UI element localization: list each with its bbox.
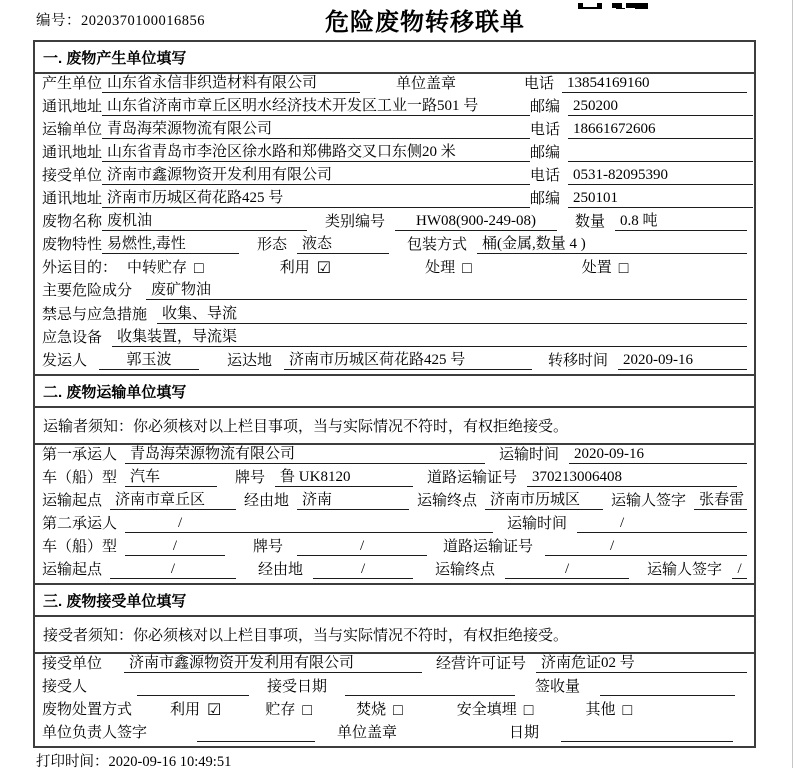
serial-label: 编号： <box>36 13 81 29</box>
second-route-via-label: 经由地 <box>258 561 304 578</box>
producer-unit-value: 山东省永信非织造材料有限公司 <box>102 71 360 93</box>
emergency-measures-label: 禁忌与应急措施 <box>42 306 148 323</box>
first-route-via-value: 济南 <box>297 488 409 510</box>
accept-date-label: 接受日期 <box>267 678 328 695</box>
producer-phone-label: 电话 <box>523 76 554 93</box>
first-route-start-label: 运输起点 <box>42 492 103 509</box>
transfer-time-value: 2020-09-16 <box>618 352 747 370</box>
first-vehicle-type-value: 汽车 <box>125 465 217 487</box>
producer-address-value: 山东省济南市章丘区明水经济技术开发区工业一路501 号 <box>102 94 530 116</box>
packing-label: 包装方式 <box>407 237 468 254</box>
responsible-sign-value <box>197 741 315 742</box>
dispatch-row <box>35 351 754 374</box>
transport-phone-value: 18661672606 <box>568 121 753 139</box>
destination-value: 济南市历城区荷花路425 号 <box>284 348 532 370</box>
first-route-end-value: 济南市历城区 <box>485 488 603 510</box>
first-route-start-value: 济南市章丘区 <box>110 488 236 510</box>
second-transport-time-value: / <box>577 515 747 533</box>
purpose-dispose-text: 处置 <box>581 260 612 277</box>
waste-name-value: 废机油 <box>102 209 307 231</box>
purpose-utilize-text: 利用 <box>279 260 310 277</box>
disposal-option-landfill <box>457 698 534 719</box>
second-route-end-value: / <box>505 561 629 579</box>
transport-zip-value <box>568 161 753 162</box>
producer-address-label: 通讯地址 <box>42 99 103 116</box>
accept-person-row <box>35 677 754 700</box>
manifest-form <box>33 40 756 748</box>
responsible-sign-label: 单位负责人签字 <box>42 725 148 742</box>
first-plate-label: 牌号 <box>235 469 266 486</box>
second-vehicle-type-value: / <box>125 538 225 556</box>
unit-seal-label: 单位盖章 <box>396 76 457 93</box>
transfer-purpose-label: 外运目的： <box>42 260 118 277</box>
sign-date-value <box>561 741 733 742</box>
transport-unit-value: 青岛海荣源物流有限公司 <box>102 117 530 139</box>
second-road-permit-value: / <box>545 538 747 556</box>
first-road-permit-value: 370213006408 <box>527 469 737 487</box>
qr-code-fragment-icon <box>578 0 656 9</box>
hazard-component-value: 废矿物油 <box>146 278 747 300</box>
first-carrier-label: 第一承运人 <box>42 446 118 463</box>
receiver-notice: 接受者须知：你必须核对以上栏目事项，当与实际情况不符时，有权拒绝接受。 <box>35 617 754 654</box>
transport-phone-label: 电话 <box>530 122 561 139</box>
second-road-permit-label: 道路运输证号 <box>443 538 534 555</box>
waste-traits-value: 易燃性,毒性 <box>102 232 239 254</box>
disposal-incinerate-text: 焚烧 <box>356 702 387 719</box>
producer-zip-label: 邮编 <box>530 99 561 116</box>
disposal-option-incinerate <box>356 698 403 719</box>
disposal-option-other <box>585 698 632 719</box>
waste-form-label: 形态 <box>257 237 288 254</box>
disposal-option-utilize <box>170 698 221 719</box>
transport-zip-label: 邮编 <box>530 145 561 162</box>
signed-qty-value <box>600 695 735 696</box>
disposal-option-store <box>265 698 312 719</box>
first-carrier-sign-label: 运输人签字 <box>611 492 687 509</box>
transporter-notice: 运输者须知：你必须核对以上栏目事项，当与实际情况不符时，有权拒绝接受。 <box>35 408 754 445</box>
receiver-zip-value: 250101 <box>568 190 753 208</box>
accept-person-value <box>137 695 249 696</box>
producer-phone-value: 13854169160 <box>562 75 747 93</box>
producer-unit-label: 产生单位 <box>42 76 103 93</box>
hazard-component-label: 主要危险成分 <box>42 283 133 300</box>
first-vehicle-type-label: 车（船）型 <box>42 469 118 486</box>
second-route-row <box>35 560 754 583</box>
second-route-via-value: / <box>313 561 413 579</box>
waste-qty-value: 0.8 吨 <box>615 209 747 231</box>
first-road-permit-label: 道路运输证号 <box>427 469 518 486</box>
checkbox-checked-icon: ☑ <box>316 260 332 278</box>
second-carrier-label: 第二承运人 <box>42 515 118 532</box>
receiver-phone-value: 0531-82095390 <box>568 167 753 185</box>
first-transport-time-label: 运输时间 <box>499 446 560 463</box>
waste-code-label: 类别编号 <box>325 214 386 231</box>
checkbox-unchecked-icon: □ <box>622 702 633 720</box>
disposal-method-label: 废物处置方式 <box>42 702 133 719</box>
disposal-other-text: 其他 <box>585 702 616 719</box>
transport-unit-label: 运输单位 <box>42 122 103 139</box>
page-edge-line <box>792 0 793 768</box>
purpose-option-utilize <box>280 256 331 277</box>
receiver-address-value: 济南市历城区荷花路425 号 <box>102 186 530 208</box>
checkbox-unchecked-icon: □ <box>523 702 534 720</box>
first-carrier-value: 青岛海荣源物流有限公司 <box>125 442 485 464</box>
checkbox-unchecked-icon: □ <box>194 260 204 278</box>
second-carrier-sign-value: / <box>732 561 747 579</box>
emergency-measures-value: 收集、导流 <box>157 302 747 324</box>
disposal-method-row <box>35 700 754 723</box>
first-route-row <box>35 491 754 514</box>
purpose-transit-text: 中转贮存 <box>127 260 188 277</box>
second-carrier-value: / <box>125 515 493 533</box>
dispatcher-label: 发运人 <box>42 352 88 369</box>
accept-unit-row <box>35 654 754 677</box>
producer-zip-value: 250200 <box>568 98 753 116</box>
waste-name-label: 废物名称 <box>42 214 103 231</box>
disposal-landfill-text: 安全填埋 <box>456 702 517 719</box>
second-route-end-label: 运输终点 <box>435 561 496 578</box>
first-carrier-sign-value: 张春雷 <box>694 488 747 510</box>
purpose-option-dispose <box>582 256 629 277</box>
second-transport-time-label: 运输时间 <box>507 515 568 532</box>
accept-unit-label: 接受单位 <box>42 655 103 672</box>
first-route-via-label: 经由地 <box>244 492 290 509</box>
receiver-phone-label: 电话 <box>530 168 561 185</box>
print-time-label: 打印时间： <box>36 754 109 770</box>
waste-traits-row <box>35 235 754 258</box>
purpose-option-transit-storage <box>127 256 204 277</box>
waste-qty-label: 数量 <box>575 214 606 231</box>
serial-value: 2020370100016856 <box>81 13 205 29</box>
second-route-start-label: 运输起点 <box>42 561 103 578</box>
packing-value: 桶(金属,数量 4 ) <box>477 232 747 254</box>
emergency-equipment-label: 应急设备 <box>42 329 103 346</box>
section3-title: 三. 废物接受单位填写 <box>35 583 754 617</box>
checkbox-unchecked-icon: □ <box>462 260 472 278</box>
waste-traits-label: 废物特性 <box>42 237 103 254</box>
second-route-start-value: / <box>110 561 236 579</box>
receiver-zip-label: 邮编 <box>530 191 561 208</box>
unit-seal2-label: 单位盖章 <box>337 725 398 742</box>
first-plate-value: 鲁 UK8120 <box>275 465 413 487</box>
page-title: 危险废物转移联单 <box>325 9 525 36</box>
transport-address-value: 山东省青岛市李沧区徐水路和郑佛路交叉口东侧20 米 <box>102 140 530 162</box>
emergency-equipment-value: 收集装置，导流渠 <box>112 325 747 347</box>
transfer-time-label: 转移时间 <box>548 352 609 369</box>
first-route-end-label: 运输终点 <box>417 492 478 509</box>
purpose-option-treat <box>425 256 472 277</box>
sign-date-label: 日期 <box>509 725 540 742</box>
disposal-store-text: 贮存 <box>265 702 296 719</box>
serial-number <box>36 9 205 30</box>
responsible-sign-row <box>35 723 754 746</box>
license-label: 经营许可证号 <box>436 655 527 672</box>
receiver-address-label: 通讯地址 <box>42 191 103 208</box>
section1-title: 一. 废物产生单位填写 <box>35 42 754 74</box>
accept-unit-value: 济南市鑫源物资开发利用有限公司 <box>124 651 422 673</box>
checkbox-unchecked-icon: □ <box>618 260 629 278</box>
signed-qty-label: 签收量 <box>535 678 581 695</box>
dispatcher-value: 郭玉波 <box>99 348 199 370</box>
accept-date-value <box>345 695 515 696</box>
first-transport-time-value: 2020-09-16 <box>569 446 747 464</box>
second-carrier-row <box>35 514 754 537</box>
receiver-unit-label: 接受单位 <box>42 168 103 185</box>
second-plate-value: / <box>297 538 427 556</box>
second-vehicle-row <box>35 537 754 560</box>
license-value: 济南危证02 号 <box>536 651 747 673</box>
checkbox-unchecked-icon: □ <box>393 702 403 720</box>
receiver-unit-value: 济南市鑫源物资开发利用有限公司 <box>102 163 530 185</box>
waste-form-value: 液态 <box>297 232 389 254</box>
destination-label: 运达地 <box>227 352 273 369</box>
second-plate-label: 牌号 <box>253 538 284 555</box>
print-time-value: 2020-09-16 10:49:51 <box>108 754 232 770</box>
accept-person-label: 接受人 <box>42 678 88 695</box>
section2-title: 二. 废物运输单位填写 <box>35 374 754 408</box>
waste-code-value: HW08(900-249-08) <box>395 213 557 231</box>
disposal-utilize-text: 利用 <box>170 702 201 719</box>
second-carrier-sign-label: 运输人签字 <box>647 561 723 578</box>
second-vehicle-type-label: 车（船）型 <box>42 538 118 555</box>
purpose-treat-text: 处理 <box>425 260 456 277</box>
transport-address-label: 通讯地址 <box>42 145 103 162</box>
checkbox-unchecked-icon: □ <box>302 702 313 720</box>
checkbox-checked-icon: ☑ <box>207 702 222 720</box>
